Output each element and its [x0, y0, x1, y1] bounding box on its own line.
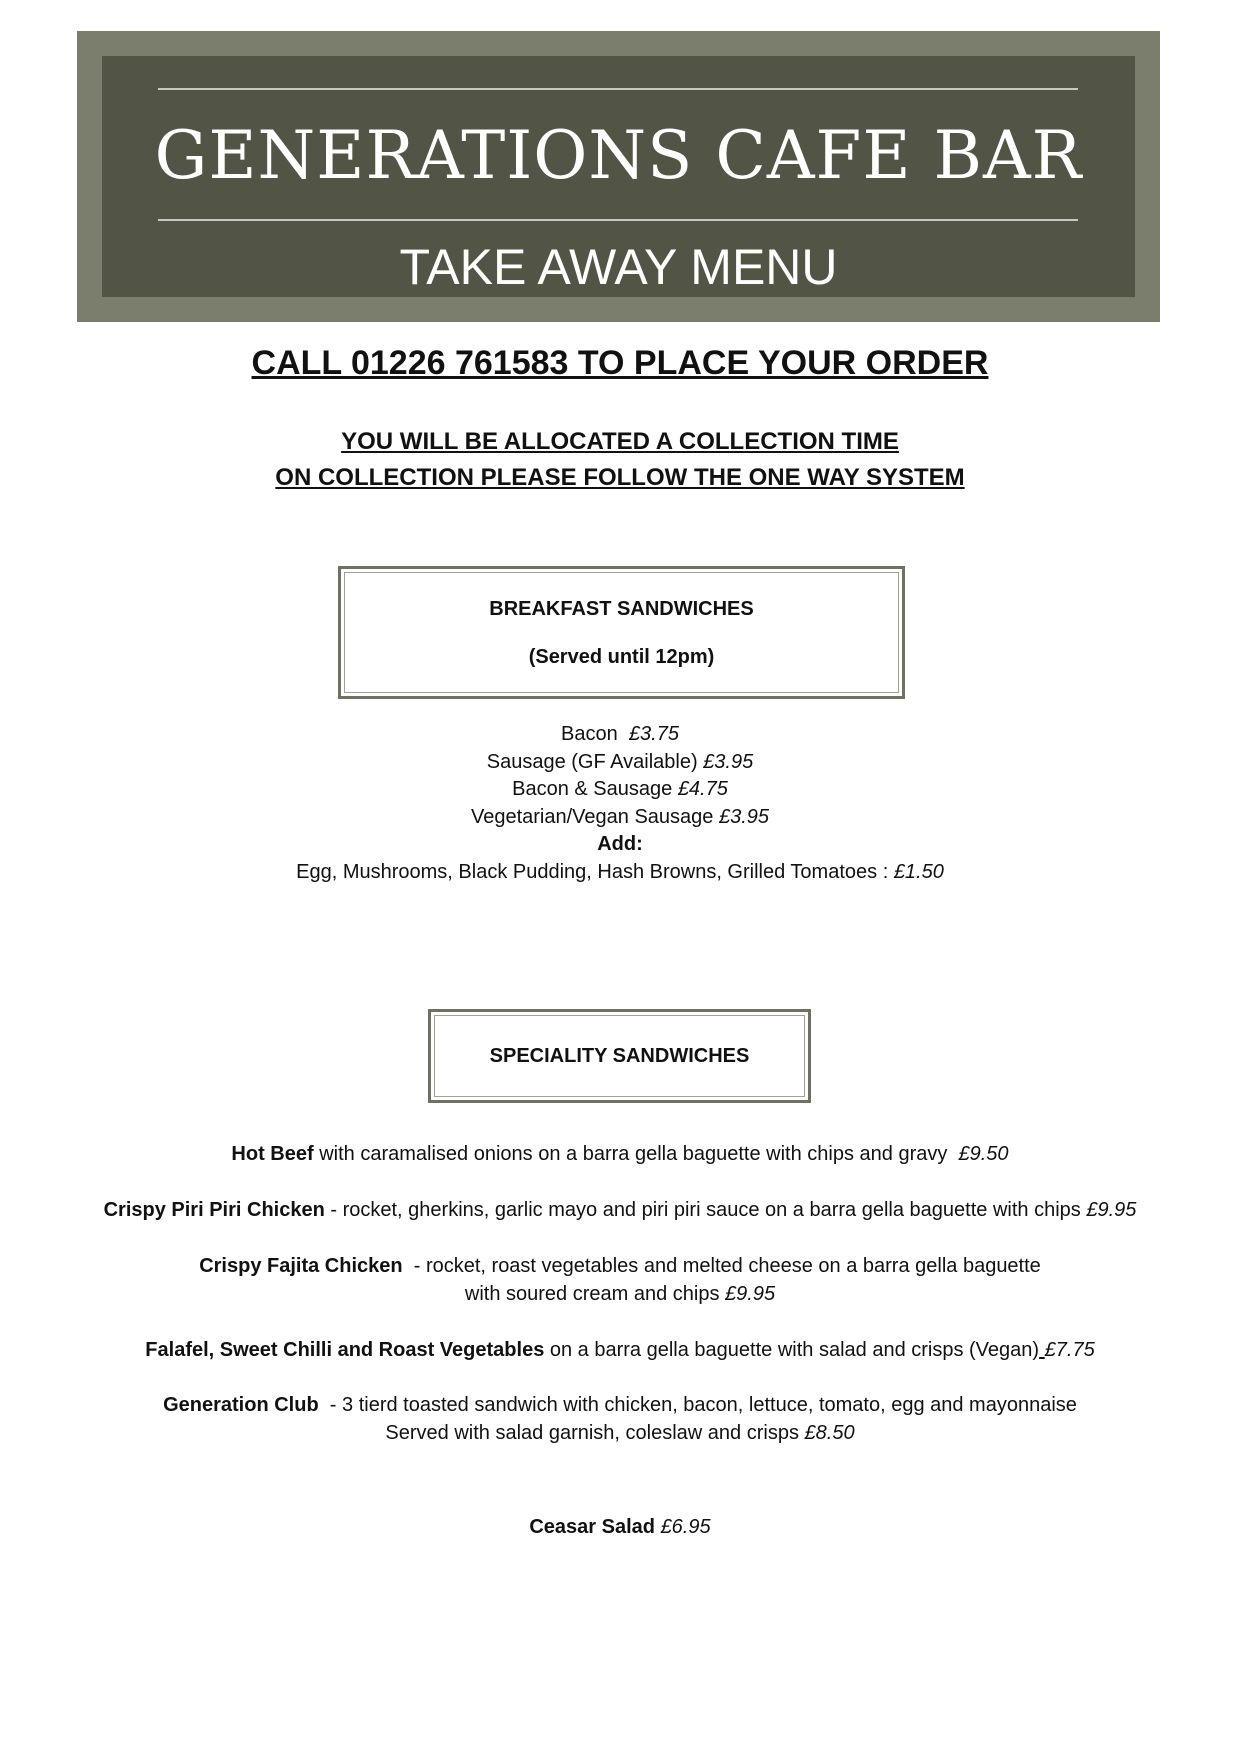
menu-subtitle: TAKE AWAY MENU — [399, 239, 838, 295]
call-to-order: CALL 01226 761583 TO PLACE YOUR ORDER — [251, 344, 989, 382]
menu-item-desc: on a barra gella baguette with salad and crisps (Vegan) — [549, 1339, 1040, 1361]
breakfast-section-box-inner — [344, 572, 899, 693]
breakfast-section-box — [338, 566, 905, 699]
menu-item-name: Sausage (GF Available) — [486, 751, 698, 773]
menu-item — [0, 720, 1240, 748]
menu-item — [0, 1196, 1240, 1224]
breakfast-served-until: (Served until 12pm) — [528, 645, 715, 668]
menu-item-price: £3.95 — [718, 806, 770, 828]
collection-time-notice: YOU WILL BE ALLOCATED A COLLECTION TIME — [341, 428, 899, 455]
menu-item-desc: with soured cream and chips — [464, 1283, 720, 1305]
menu-item-name: Falafel, Sweet Chilli and Roast Vegetables — [145, 1339, 545, 1361]
menu-item-desc: - rocket, gherkins, garlic mayo and piri piri sauce on a barra gella baguette with chips — [330, 1199, 1081, 1221]
menu-item-desc: with caramalised onions on a barra gella baguette with chips and gravy — [319, 1143, 948, 1165]
menu-item-price: £9.95 — [725, 1283, 776, 1305]
header-rule-bottom — [158, 219, 1078, 221]
menu-item-name: Crispy Fajita Chicken — [199, 1255, 403, 1277]
menu-item-name: Ceasar Salad — [529, 1516, 655, 1538]
menu-item — [0, 1140, 1240, 1168]
menu-item — [0, 803, 1240, 831]
menu-item-name: Hot Beef — [231, 1143, 314, 1165]
menu-item — [0, 1336, 1240, 1364]
extras-price: £1.50 — [893, 861, 944, 883]
menu-item-continued — [0, 1419, 1240, 1447]
menu-item-name: Bacon & Sausage — [512, 778, 673, 800]
menu-item-name: Crispy Piri Piri Chicken — [103, 1199, 325, 1221]
menu-item-price: £8.50 — [804, 1422, 855, 1444]
menu-item-price: £9.95 — [1086, 1199, 1137, 1221]
speciality-section-box — [428, 1009, 811, 1103]
header-banner-panel — [102, 56, 1135, 297]
menu-item-price: £9.50 — [958, 1143, 1009, 1165]
speciality-heading: SPECIALITY SANDWICHES — [489, 1045, 750, 1067]
menu-item — [0, 1252, 1240, 1280]
menu-item-price: £6.95 — [660, 1516, 711, 1538]
add-extras-label: Add: — [597, 833, 643, 855]
menu-item-price: £3.75 — [628, 723, 679, 745]
extras-list — [0, 858, 1240, 886]
header-banner — [77, 31, 1160, 322]
menu-item — [0, 1513, 1240, 1541]
menu-item-name: Bacon — [561, 723, 618, 745]
menu-item-price: £7.75 — [1044, 1339, 1095, 1361]
one-way-system-notice: ON COLLECTION PLEASE FOLLOW THE ONE WAY SYSTEM — [275, 464, 965, 491]
menu-item-desc: - rocket, roast vegetables and melted cheese on a barra gella baguette — [413, 1255, 1041, 1277]
speciality-section-box-inner — [434, 1015, 805, 1097]
header-rule-top — [158, 88, 1078, 90]
breakfast-heading: BREAKFAST SANDWICHES — [489, 597, 754, 620]
menu-item — [0, 748, 1240, 776]
menu-item-name: Generation Club — [163, 1394, 319, 1416]
menu-item-price: £3.95 — [703, 751, 754, 773]
menu-item — [0, 775, 1240, 803]
menu-item-desc: Served with salad garnish, coleslaw and crisps — [385, 1422, 799, 1444]
menu-item — [0, 1391, 1240, 1419]
menu-item-continued — [0, 1280, 1240, 1308]
extras-items: Egg, Mushrooms, Black Pudding, Hash Browns, Grilled Tomatoes : — [296, 861, 889, 883]
menu-item-desc: - 3 tierd toasted sandwich with chicken, bacon, lettuce, tomato, egg and mayonnaise — [329, 1394, 1077, 1416]
cafe-title: GENERATIONS CAFE BAR — [154, 117, 1083, 194]
menu-item-name: Vegetarian/Vegan Sausage — [470, 806, 714, 828]
menu-item-price: £4.75 — [677, 778, 728, 800]
